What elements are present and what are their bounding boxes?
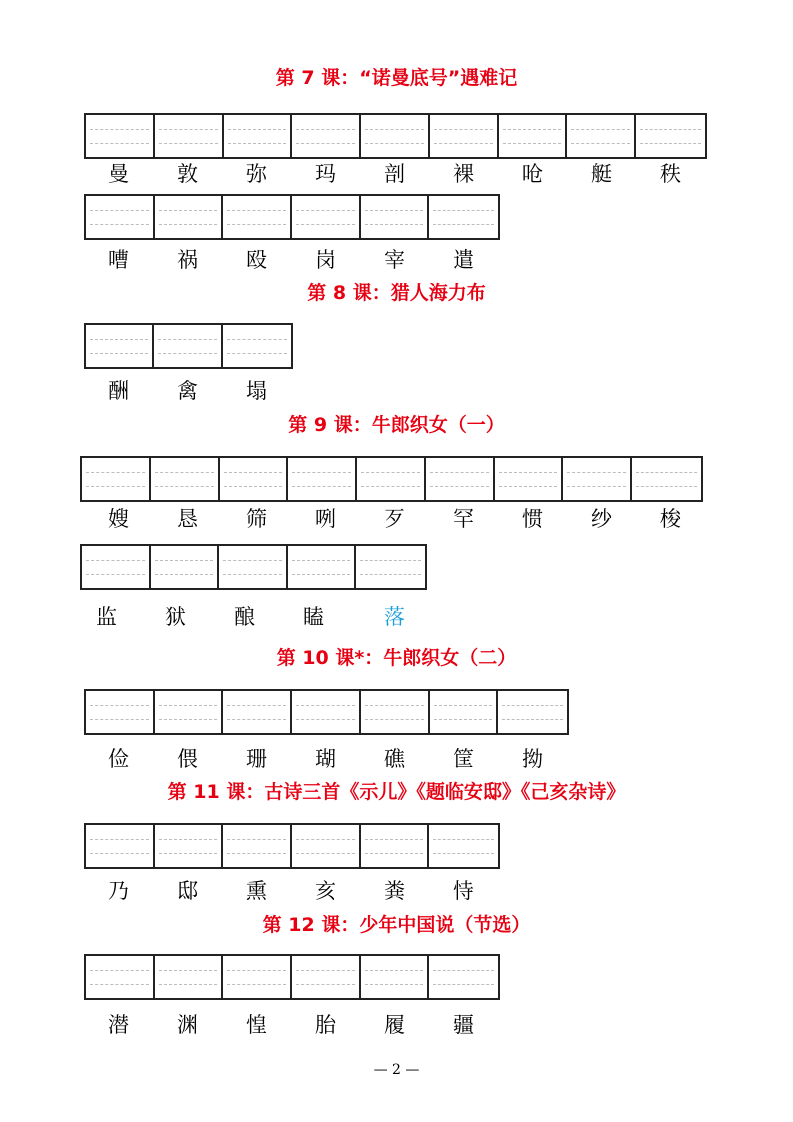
writing-grid-lesson-9-row-2[interactable] <box>80 544 427 590</box>
writing-cell[interactable] <box>429 956 498 998</box>
character: 狱 <box>165 605 186 629</box>
writing-cell[interactable] <box>223 325 291 367</box>
writing-cell[interactable] <box>361 825 430 867</box>
character: 熏 <box>246 879 267 903</box>
character: 艇 <box>591 162 612 186</box>
character: 弥 <box>246 162 267 186</box>
writing-cell[interactable] <box>429 825 498 867</box>
writing-grid-lesson-11[interactable] <box>84 823 500 869</box>
writing-cell[interactable] <box>223 196 292 238</box>
writing-cell[interactable] <box>426 458 495 500</box>
character: 监 <box>96 605 117 629</box>
character: 纱 <box>591 507 612 531</box>
character: 筐 <box>453 747 474 771</box>
character: 惶 <box>246 1013 267 1037</box>
writing-cell[interactable] <box>155 115 224 157</box>
writing-cell[interactable] <box>292 956 361 998</box>
character: 嫂 <box>108 507 129 531</box>
lesson-7-title: 第 7 课：“诺曼底号”遇难记 <box>275 67 518 89</box>
writing-cell[interactable] <box>155 825 224 867</box>
writing-cell[interactable] <box>220 458 289 500</box>
character: 粪 <box>384 879 405 903</box>
character: 俭 <box>108 747 129 771</box>
writing-cell[interactable] <box>223 825 292 867</box>
character: 酿 <box>234 605 255 629</box>
writing-cell[interactable] <box>224 115 293 157</box>
writing-grid-lesson-10[interactable] <box>84 689 569 735</box>
writing-grid-lesson-7-row-2[interactable] <box>84 194 500 240</box>
writing-cell[interactable] <box>288 546 357 588</box>
writing-cell[interactable] <box>292 196 361 238</box>
character: 珊 <box>246 747 267 771</box>
writing-cell[interactable] <box>82 546 151 588</box>
writing-cell[interactable] <box>82 458 151 500</box>
character: 秩 <box>660 162 681 186</box>
writing-cell[interactable] <box>292 115 361 157</box>
writing-cell[interactable] <box>429 196 498 238</box>
writing-cell[interactable] <box>292 825 361 867</box>
highlighted-character: 落 <box>384 605 405 629</box>
character: 拗 <box>522 747 543 771</box>
writing-cell[interactable] <box>361 691 430 733</box>
writing-cell[interactable] <box>357 458 426 500</box>
writing-cell[interactable] <box>430 691 499 733</box>
writing-cell[interactable] <box>563 458 632 500</box>
writing-cell[interactable] <box>155 956 224 998</box>
lesson-11-title: 第 11 课：古诗三首《示儿》《题临安邸》《己亥杂诗》 <box>167 781 626 803</box>
writing-cell[interactable] <box>86 325 154 367</box>
character: 恳 <box>177 507 198 531</box>
character: 禽 <box>177 379 198 403</box>
writing-cell[interactable] <box>356 546 425 588</box>
character: 瞌 <box>303 605 324 629</box>
writing-cell[interactable] <box>288 458 357 500</box>
character: 塌 <box>246 379 267 403</box>
writing-cell[interactable] <box>361 196 430 238</box>
writing-cell[interactable] <box>361 956 430 998</box>
writing-grid-lesson-12[interactable] <box>84 954 500 1000</box>
writing-cell[interactable] <box>636 115 705 157</box>
writing-grid-lesson-9-row-1[interactable] <box>80 456 703 502</box>
writing-cell[interactable] <box>361 115 430 157</box>
character: 宰 <box>384 248 405 272</box>
character: 裸 <box>453 162 474 186</box>
writing-cell[interactable] <box>86 956 155 998</box>
character: 渊 <box>177 1013 198 1037</box>
character: 敦 <box>177 162 198 186</box>
character: 胎 <box>315 1013 336 1037</box>
writing-cell[interactable] <box>155 196 224 238</box>
writing-cell[interactable] <box>632 458 701 500</box>
writing-cell[interactable] <box>151 458 220 500</box>
character: 呛 <box>522 162 543 186</box>
character: 曼 <box>108 162 129 186</box>
character: 罕 <box>453 507 474 531</box>
character: 亥 <box>315 879 336 903</box>
writing-cell[interactable] <box>154 325 222 367</box>
writing-cell[interactable] <box>86 825 155 867</box>
character: 瑚 <box>315 747 336 771</box>
character: 礁 <box>384 747 405 771</box>
character: 邸 <box>177 879 198 903</box>
lesson-9-title: 第 9 课：牛郎织女（一） <box>288 414 505 436</box>
character: 酬 <box>108 379 129 403</box>
character: 梭 <box>660 507 681 531</box>
character: 剖 <box>384 162 405 186</box>
character: 玛 <box>315 162 336 186</box>
writing-cell[interactable] <box>430 115 499 157</box>
writing-cell[interactable] <box>567 115 636 157</box>
character: 潜 <box>108 1013 129 1037</box>
character: 偎 <box>177 747 198 771</box>
character: 履 <box>384 1013 405 1037</box>
character: 殴 <box>246 248 267 272</box>
writing-grid-lesson-8[interactable] <box>84 323 293 369</box>
character: 恃 <box>453 879 474 903</box>
writing-cell[interactable] <box>86 115 155 157</box>
writing-grid-lesson-7-row-1[interactable] <box>84 113 707 159</box>
writing-cell[interactable] <box>499 115 568 157</box>
character: 祸 <box>177 248 198 272</box>
lesson-12-title: 第 12 课：少年中国说（节选） <box>262 914 531 936</box>
character: 惯 <box>522 507 543 531</box>
writing-cell[interactable] <box>86 196 155 238</box>
character: 筛 <box>246 507 267 531</box>
writing-cell[interactable] <box>495 458 564 500</box>
writing-cell[interactable] <box>151 546 220 588</box>
page-number: — 2 — <box>373 1062 420 1078</box>
writing-cell[interactable] <box>223 956 292 998</box>
writing-cell[interactable] <box>219 546 288 588</box>
writing-cell[interactable] <box>86 691 155 733</box>
character: 岗 <box>315 248 336 272</box>
character: 歹 <box>384 507 405 531</box>
character: 咧 <box>315 507 336 531</box>
writing-cell[interactable] <box>292 691 361 733</box>
character: 乃 <box>108 879 129 903</box>
character: 疆 <box>453 1013 474 1037</box>
writing-cell[interactable] <box>498 691 567 733</box>
writing-cell[interactable] <box>155 691 224 733</box>
lesson-10-title: 第 10 课*：牛郎织女（二） <box>276 647 517 669</box>
character: 遣 <box>453 248 474 272</box>
character: 嘈 <box>108 248 129 272</box>
writing-cell[interactable] <box>223 691 292 733</box>
lesson-8-title: 第 8 课：猎人海力布 <box>307 282 486 304</box>
